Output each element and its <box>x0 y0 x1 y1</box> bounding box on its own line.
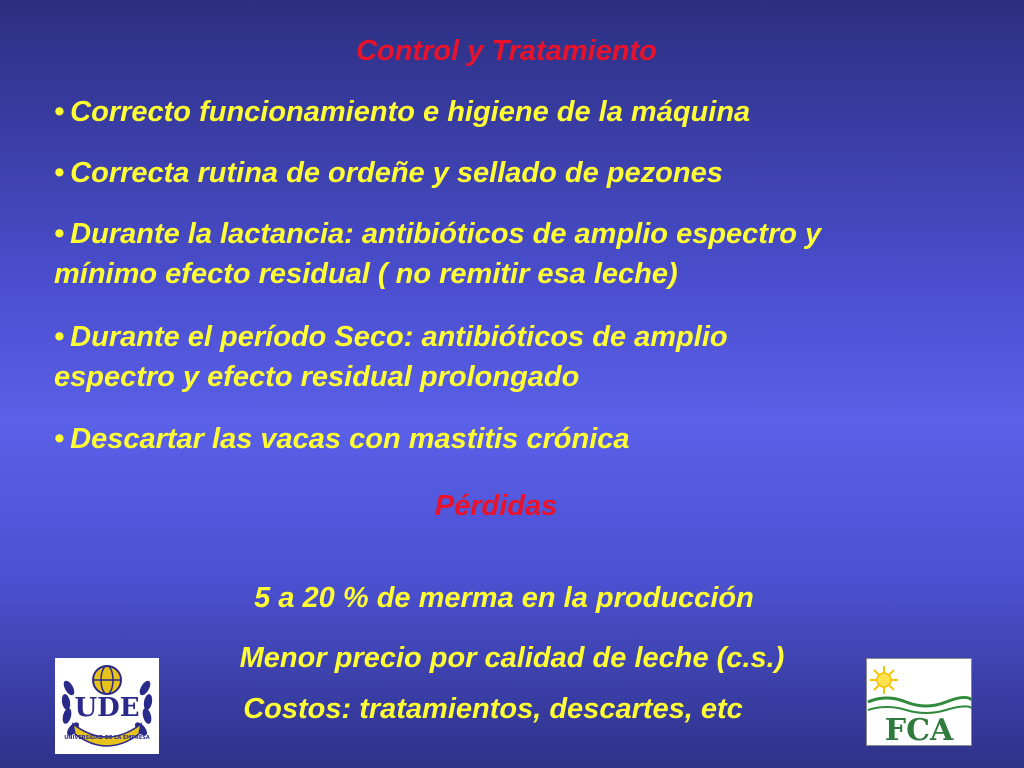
bullet-text: Durante la lactancia: antibióticos de amplio espectro y <box>70 218 822 250</box>
bullet-text: Descartar las vacas con mastitis crónica <box>70 423 630 455</box>
ude-logo-text: UDE <box>74 693 140 723</box>
losses-heading: Pérdidas <box>434 490 558 522</box>
fca-logo <box>866 658 972 746</box>
bullet-marker: • <box>54 96 65 128</box>
bullet-marker: • <box>54 157 65 189</box>
bullet-text: Durante el período Seco: antibióticos de amplio <box>70 321 728 353</box>
bullet-text: Correcta rutina de ordeñe y sellado de pezones <box>70 157 723 189</box>
loss-item-production: 5 a 20 % de merma en la producción <box>254 582 754 614</box>
fca-emblem-icon <box>866 658 972 746</box>
ude-logo <box>55 658 159 754</box>
bullet-item-dry-period <box>54 317 728 397</box>
bullet-text-continued: mínimo efecto residual ( no remitir esa leche) <box>54 258 678 290</box>
ude-logo-ring-text: UNIVERSIDAD DE LA EMPRESA <box>64 735 150 741</box>
bullet-text: Correcto funcionamiento e higiene de la máquina <box>70 96 751 128</box>
bullet-item-lactation <box>54 214 821 294</box>
bullet-item-discard-cows <box>54 419 630 459</box>
fca-logo-text: FCA <box>884 713 954 746</box>
bullet-item-milking-routine <box>54 153 723 193</box>
bullet-marker: • <box>54 321 65 353</box>
bullet-item-machine-hygiene <box>54 92 750 132</box>
bullet-marker: • <box>54 218 65 250</box>
bullet-text-continued: espectro y efecto residual prolongado <box>54 361 580 393</box>
slide-title: Control y Tratamiento <box>356 35 657 67</box>
bullet-marker: • <box>54 423 65 455</box>
loss-item-costs: Costos: tratamientos, descartes, etc <box>243 693 743 725</box>
ude-emblem-icon <box>55 658 159 754</box>
loss-item-price-text: Menor precio por calidad de leche (c.s.) <box>239 642 785 674</box>
